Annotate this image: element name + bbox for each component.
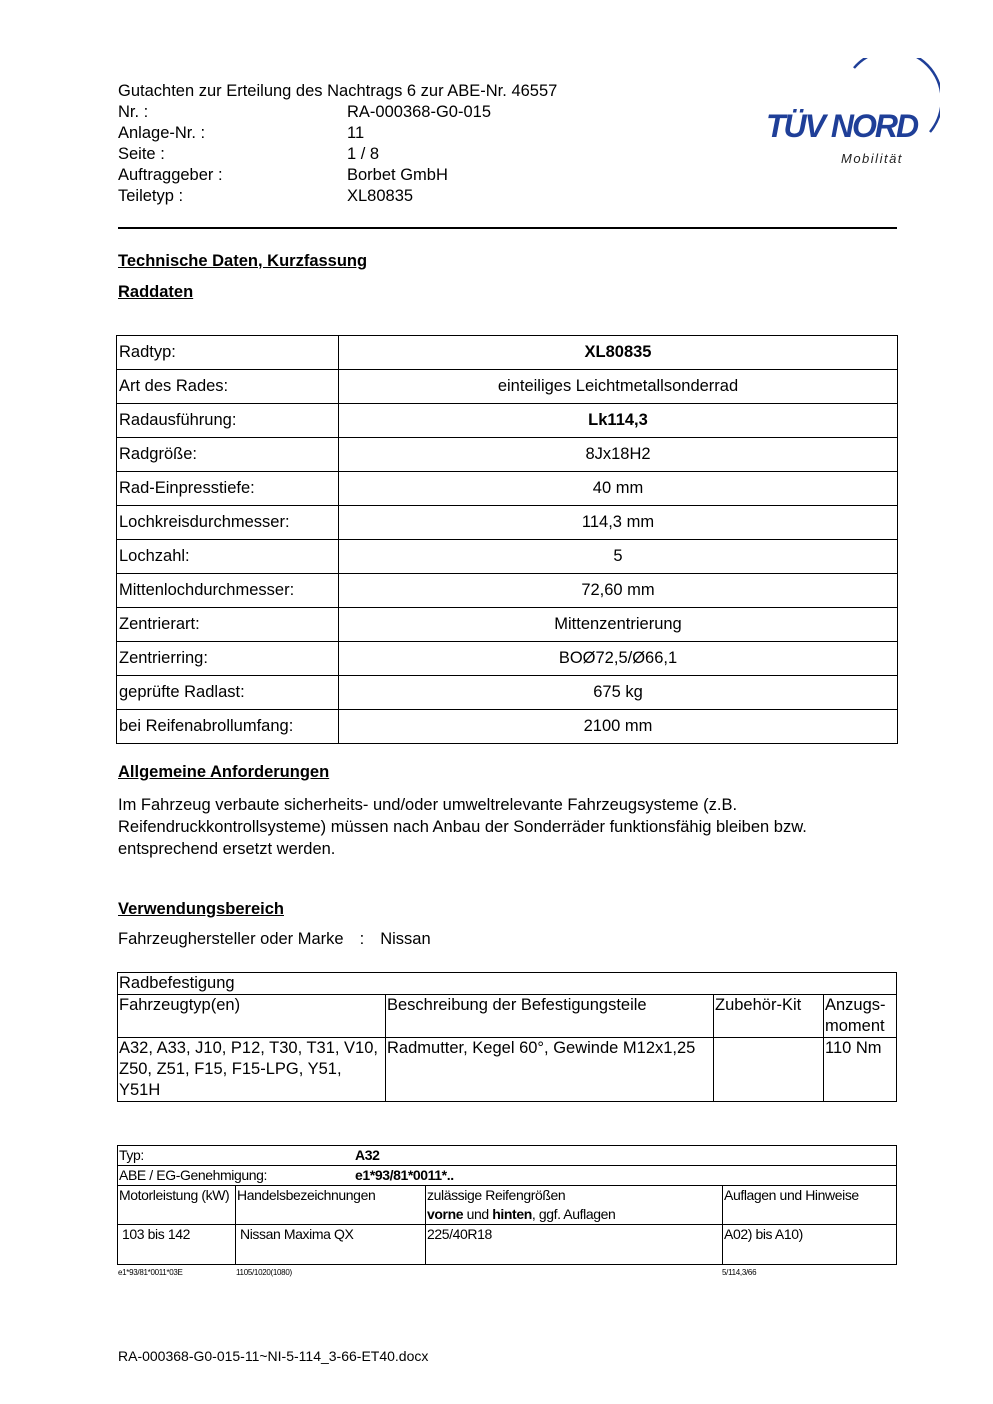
document-filename: RA-000368-G0-015-11~NI-5-114_3-66-ET40.docx xyxy=(118,1348,429,1364)
abe-label: ABE / EG-Genehmigung: xyxy=(119,1167,268,1183)
header-field-label: Nr. : xyxy=(118,103,149,121)
raddaten-table xyxy=(116,335,898,744)
section-heading-verwendung: Verwendungsbereich xyxy=(118,900,284,918)
table-row xyxy=(117,472,898,506)
table-cell-value: 2100 mm xyxy=(339,710,898,744)
table-cell-value: BOØ72,5/Ø66,1 xyxy=(339,642,898,676)
table-row xyxy=(117,438,898,472)
manufacturer-label: Fahrzeughersteller oder Marke xyxy=(118,930,344,948)
table-cell-key: Zentrierart: xyxy=(117,608,339,642)
header-title: Gutachten zur Erteilung des Nachtrags 6 zur ABE-Nr. 46557 xyxy=(118,82,558,100)
reifen-header-line1: zulässige Reifengrößen xyxy=(427,1187,566,1203)
abe-value: e1*93/81*0011*.. xyxy=(355,1167,454,1183)
table-row xyxy=(117,404,898,438)
table-row xyxy=(118,1225,897,1265)
table-cell-value: XL80835 xyxy=(339,336,898,370)
table-cell-key: Rad-Einpresstiefe: xyxy=(117,472,339,506)
small-footer-code: 1105/1020(1080) xyxy=(236,1268,292,1277)
table-row xyxy=(117,676,898,710)
table-cell-value: Mittenzentrierung xyxy=(339,608,898,642)
table-row xyxy=(117,336,898,370)
table-header-row xyxy=(118,995,897,1038)
tuev-nord-logo xyxy=(760,58,940,170)
table-cell-key: Lochzahl: xyxy=(117,540,339,574)
section-heading-raddaten: Raddaten xyxy=(118,283,194,301)
manufacturer-line xyxy=(118,930,431,949)
typ-row xyxy=(118,1146,897,1166)
header-field-value: XL80835 xyxy=(347,187,414,205)
table-row xyxy=(117,574,898,608)
table-cell-key: Zentrierring: xyxy=(117,642,339,676)
table-row xyxy=(118,1166,897,1186)
table-cell-key: geprüfte Radlast: xyxy=(117,676,339,710)
table-cell-value: 72,60 mm xyxy=(339,574,898,608)
manufacturer-value: Nissan xyxy=(380,930,431,948)
table-cell-key: Lochkreisdurchmesser: xyxy=(117,506,339,540)
table-cell-value: Lk114,3 xyxy=(339,404,898,438)
table-cell-value: 5 xyxy=(339,540,898,574)
table-cell-value: 8Jx18H2 xyxy=(339,438,898,472)
reifen-header-vorne: vorne xyxy=(427,1206,464,1222)
header-field-value: 1 / 8 xyxy=(347,145,380,163)
table-cell-value: 675 kg xyxy=(339,676,898,710)
table-cell: 103 bis 142 xyxy=(118,1225,236,1265)
typ-table xyxy=(117,1145,897,1265)
header-field-seite xyxy=(118,144,557,165)
table-header-row xyxy=(118,1186,897,1225)
table-cell xyxy=(714,1038,824,1102)
small-footer-code: e1*93/81*0011*03E xyxy=(118,1268,183,1277)
table-cell-key: bei Reifenabrollumfang: xyxy=(117,710,339,744)
table-row xyxy=(117,506,898,540)
table-header-cell: Anzugs-moment xyxy=(824,995,897,1038)
header-field-label: Seite : xyxy=(118,145,165,163)
table-row xyxy=(118,973,897,995)
table-row xyxy=(117,370,898,404)
table-cell: 225/40R18 xyxy=(426,1225,723,1265)
reifen-header-und: und xyxy=(463,1206,493,1222)
header-field-anlage xyxy=(118,123,557,144)
table-cell: Radmutter, Kegel 60°, Gewinde M12x1,25 xyxy=(386,1038,714,1102)
befestigung-table xyxy=(117,972,897,1102)
table-cell-value: einteiliges Leichtmetallsonderrad xyxy=(339,370,898,404)
typ-value: A32 xyxy=(355,1147,380,1163)
table-cell-key: Radausführung: xyxy=(117,404,339,438)
table-cell: A02) bis A10) xyxy=(723,1225,897,1265)
table-cell-value: 40 mm xyxy=(339,472,898,506)
table-cell: A32, A33, J10, P12, T30, T31, V10, Z50, Z51, F15, F15-LPG, Y51, Y51H xyxy=(118,1038,386,1102)
table-header-cell: Handelsbezeichnungen xyxy=(236,1186,426,1225)
table-header-cell: Fahrzeugtyp(en) xyxy=(118,995,386,1038)
befestigung-title: Radbefestigung xyxy=(118,973,897,995)
logo-wordmark: TÜV NORD xyxy=(766,108,918,144)
header-field-value: Borbet GmbH xyxy=(347,166,448,184)
allgemein-paragraph: Im Fahrzeug verbaute sicherheits- und/oder umweltrelevante Fahrzeugsysteme (z.B. Reifendruckkontrollsysteme) müssen nach Anbau der Sonderräder funktionsfähig bleiben bzw. entsprechend ersetzt werden. xyxy=(118,796,807,858)
table-cell: Nissan Maxima QX xyxy=(236,1225,426,1265)
header-field-nr xyxy=(118,102,557,123)
reifen-header-hinten: hinten xyxy=(492,1206,532,1222)
table-cell: 110 Nm xyxy=(824,1038,897,1102)
table-row xyxy=(117,642,898,676)
table-cell-key: Mittenlochdurchmesser: xyxy=(117,574,339,608)
header-field-value: 11 xyxy=(347,124,365,142)
table-header-cell: Beschreibung der Befestigungsteile xyxy=(386,995,714,1038)
abe-row xyxy=(118,1166,897,1186)
manufacturer-separator: : xyxy=(359,930,365,948)
section-heading-tech: Technische Daten, Kurzfassung xyxy=(118,252,368,270)
small-footer-code: 5/114,3/66 xyxy=(722,1268,757,1277)
table-row xyxy=(117,710,898,744)
table-header-cell-reifen xyxy=(426,1186,723,1225)
table-row xyxy=(117,540,898,574)
typ-label: Typ: xyxy=(119,1147,144,1163)
table-cell-key: Radtyp: xyxy=(117,336,339,370)
reifen-header-rest: , ggf. Auflagen xyxy=(531,1206,616,1222)
table-row xyxy=(118,1146,897,1166)
table-cell-value: 114,3 mm xyxy=(339,506,898,540)
table-cell-key: Art des Rades: xyxy=(117,370,339,404)
header-field-label: Auftraggeber : xyxy=(118,166,223,184)
table-header-cell: Zubehör-Kit xyxy=(714,995,824,1038)
document-header xyxy=(118,81,557,207)
logo-subtitle: Mobilität xyxy=(841,151,903,166)
header-divider xyxy=(118,227,897,229)
table-row xyxy=(118,1038,897,1102)
section-heading-allgemein: Allgemeine Anforderungen xyxy=(118,763,330,781)
table-header-cell: Auflagen und Hinweise xyxy=(723,1186,897,1225)
header-field-label: Anlage-Nr. : xyxy=(118,124,206,142)
header-field-teiletyp xyxy=(118,186,557,207)
header-field-auftraggeber xyxy=(118,165,557,186)
header-field-label: Teiletyp : xyxy=(118,187,184,205)
table-header-cell: Motorleistung (kW) xyxy=(118,1186,236,1225)
table-row xyxy=(117,608,898,642)
table-cell-key: Radgröße: xyxy=(117,438,339,472)
header-field-value: RA-000368-G0-015 xyxy=(347,103,492,121)
